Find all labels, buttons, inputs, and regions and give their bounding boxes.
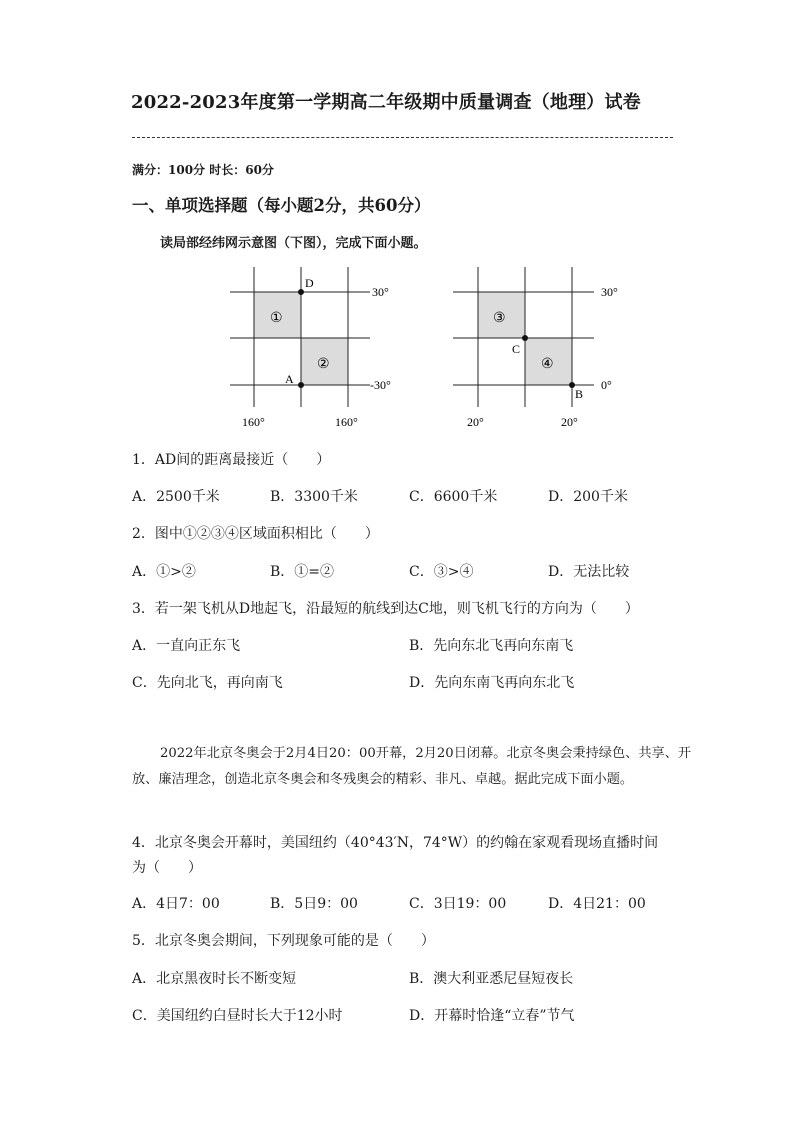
question-1-option-b[interactable]: B．3300千米	[270, 489, 358, 505]
question-5-option-a[interactable]: A．北京黑夜时长不断变短	[132, 971, 297, 987]
lat-label-top: 30°	[372, 285, 389, 299]
region-3-label: ③	[493, 311, 506, 326]
question-4-stem-line1: 4．北京冬奥会开幕时，美国纽约（40°43′N，74°W）的约翰在家观看现场直播时间	[132, 835, 659, 851]
grid-figure-left	[225, 262, 405, 432]
point-a-marker	[298, 382, 304, 388]
question-4-option-c[interactable]: C．3日19：00	[409, 896, 507, 912]
question-3-option-c[interactable]: C．先向北飞，再向南飞	[132, 675, 283, 691]
figure-intro: 读局部经纬网示意图（下图），完成下面小题。	[160, 236, 427, 251]
lon-label-left: 160°	[242, 415, 265, 429]
section-heading: 一、单项选择题（每小题2分，共60分）	[132, 196, 431, 215]
lat-label-bottom: 0°	[601, 378, 612, 392]
question-4-stem-line2: 为（ ）	[132, 860, 202, 876]
question-3-option-a[interactable]: A．一直向正东飞	[132, 638, 241, 654]
question-3-option-b[interactable]: B．先向东北飞再向东南飞	[409, 638, 574, 654]
question-3-stem: 3．若一架飞机从D地起飞，沿最短的航线到达C地，则飞机飞行的方向为（ ）	[132, 601, 639, 617]
lon-label-right: 160°	[335, 415, 358, 429]
lat-label-bottom: -30°	[370, 378, 391, 392]
question-2-option-b[interactable]: B．①=②	[270, 564, 335, 580]
grid-figure-right	[448, 262, 628, 432]
exam-meta: 满分：100分 时长：60分	[132, 163, 274, 177]
region-4-label: ④	[541, 357, 554, 372]
question-3-option-d[interactable]: D．先向东南飞再向东北飞	[409, 675, 575, 691]
region-1-label: ①	[270, 311, 283, 326]
question-1-stem: 1．AD间的距离最接近（ ）	[132, 452, 331, 468]
exam-title: 2022-2023年度第一学期高二年级期中质量调查（地理）试卷	[131, 92, 641, 113]
question-2-option-c[interactable]: C．③>④	[409, 564, 474, 580]
question-5-option-c[interactable]: C．美国纽约白昼时长大于12小时	[132, 1008, 343, 1024]
region-2-label: ②	[317, 357, 330, 372]
point-d-label: D	[305, 276, 314, 290]
question-1-option-c[interactable]: C．6600千米	[409, 489, 498, 505]
question-4-option-a[interactable]: A．4日7：00	[132, 896, 220, 912]
question-2-option-d[interactable]: D．无法比较	[548, 564, 630, 580]
lon-label-left: 20°	[467, 415, 484, 429]
question-4-option-d[interactable]: D．4日21：00	[548, 896, 646, 912]
question-1-option-d[interactable]: D．200千米	[548, 489, 628, 505]
question-5-stem: 5．北京冬奥会期间，下列现象可能的是（ ）	[132, 933, 435, 949]
question-5-option-b[interactable]: B．澳大利亚悉尼昼短夜长	[409, 971, 574, 987]
question-5-option-d[interactable]: D．开幕时恰逢“立春”节气	[409, 1008, 575, 1024]
question-2-option-a[interactable]: A．①>②	[132, 564, 196, 580]
lon-label-right: 20°	[561, 415, 578, 429]
point-c-marker	[522, 335, 528, 341]
lat-label-top: 30°	[601, 285, 618, 299]
point-d-marker	[298, 289, 304, 295]
point-c-label: C	[512, 342, 521, 356]
question-1-option-a[interactable]: A．2500千米	[132, 489, 220, 505]
reading-passage-olympics: 2022年北京冬奥会于2月4日20：00开幕，2月20日闭幕。北京冬奥会秉持绿色、共享、开放、廉洁理念，创造北京冬奥会和冬残奥会的精彩、非凡、卓越。据此完成下面小题。	[132, 746, 692, 787]
question-4-option-b[interactable]: B．5日9：00	[270, 896, 358, 912]
point-a-label: A	[285, 372, 294, 386]
title-divider	[132, 137, 673, 138]
question-2-stem: 2．图中①②③④区域面积相比（ ）	[132, 526, 379, 542]
point-b-label: B	[575, 387, 584, 401]
